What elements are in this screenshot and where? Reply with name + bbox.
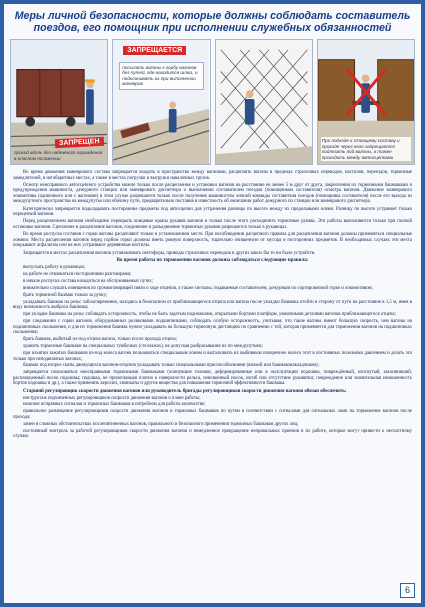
- list-item: башмак под второе скаты движущихся вагонов-отцепов укладывать только специальными приспособлениями (вилкой или башмаконакладчиком);: [23, 363, 319, 369]
- braking-rules-heading: Во время работы по торможению вагонов должны соблюдаться следующие правила:: [116, 258, 309, 264]
- intro-paragraph: Во время движения маневрового состава запрещается входить в пространство между вагонами, расцеплять вагоны в пределах стрелочных переводов, настилов, переездов, тормозные замедлителей, в негабаритных местах, а также в местах погрузки и выгрузки навалочных грузов.: [13, 170, 412, 181]
- list-item: инструктаж подчиненных регулировщиков скорости движения вагонов о плане работы;: [23, 395, 201, 401]
- list-item: наличие исправных сигналов и тормозных башмаков в потребном для работы количестве;: [23, 402, 206, 408]
- intro-paragraph: Осмотр неисправного автосцепного устройства можно только после расцепления и установки вагонов на расстояние не менее 5 м друг от друга, закрепления их тормозными башмаками и предупреждения машиниста, дежурного станции или маневрового диспетчера о выполнении составителем поездов (помощником составителя) осмотра вагонов. Движение маневрового локомотива (одиночного или с вагонами) в этом случае разрешается только после получения машинистом личной команды составителя поездов (помощника составителя) после его выхода из междупутного пространства на междупутье или обочину пути, предварительно поставив в известность об окончании работ дежурного по станции или маневрового диспетчера.: [13, 182, 412, 205]
- speed-regulator-list: [13, 396, 412, 440]
- list-item: на работе не отвлекаться посторонними разговорами;: [23, 272, 132, 278]
- page-title: Меры личной безопасности, которые должны соблюдать составитель поездов, его помощник при исполнении служебных обязанностей: [14, 10, 411, 34]
- list-item: постоянный контроль за работой регулировщиков скорости движения вагонов и немедленное прекращение неправильных приемов в их работе, которые могут привести к несчастному случаю.: [13, 428, 412, 440]
- illustration-passing-through-train: [317, 39, 415, 165]
- rail-yard-drawing: [113, 40, 209, 164]
- intro-paragraph: Категорически запрещается подкладывать посторонние предметы под автосцепки для устранения разницы по высоте между их продольными осями. Разницу по высоте устраняет только перецепкой вагонов.: [13, 206, 412, 218]
- illustration-walking-along-cars: [10, 39, 108, 165]
- list-item: укладывать башмак на рельс заблаговременно, находясь в безопасном от приближающегося отцепа или вагона после укладки башмака отойти в сторону от пути на расстояние в 1,5 м, имея в виду возможность выброса башмака;: [13, 299, 412, 311]
- list-item: выпускать работу в рукавицах;: [23, 265, 86, 271]
- list-item: при следовании с горки вагонов, оборудованных роликовыми подшипниками, соблюдать особую осторожность, учитывая, что такие вагоны имеют большую скорость, чем вагоны на подшипниках скольжения, и для их торможения башмак нужно укладывать на большую тормозную дистанцию по сравнению с той, которая применяется для торможения вагонов на подшипниках скольжения;: [13, 319, 412, 336]
- speed-regulator-heading: Старший регулировщик скорости движения вагонов или руководитель бригады регулировщиков скорости движения вагонов обязан обеспечить:: [23, 388, 347, 394]
- safety-text: [4, 167, 421, 440]
- braking-rules-list: [13, 265, 412, 387]
- page-number: 6: [400, 583, 415, 598]
- list-item: при укладке башмака на рельс соблюдать осторожность, чтобы не быть задетым подножками, открытыми бортами платформ, увязочными деталями вагонов приближающегося отцепа;: [23, 312, 396, 318]
- illustration-caption: посылать вагоны к горбу вагонов без путей, где находится шлюз, и подклинивать их при выполнении маневров: [119, 62, 203, 90]
- list-item: запрещается пользоваться неисправными тормозными башмаками (лопнувшие головки, деформированные или в эксплуатации подошвы, повреждённый, изогнутый, заклинивший, расплющенный носок подошвы; подошва, не прилегающая плотно к поверхности рельса, изношенный носок, изгиб или отсутствие руковятки; повреждение или значительная изношенность бортов подошвы и др.), а также применять керосин, химикаты и другие вещества для повышения тормозной эффективности башмака.: [13, 370, 412, 387]
- illustration-caption: При подходе к стоящему составу и проходе через него запрещается подлезать под вагоны, а также проходить между автосцепками: [321, 137, 411, 161]
- intro-paragraph: Запрещается в местах расцепления вагонов устанавливать светофоры, приводы стрелочных переводов и других каких бы то ни было устройств.: [23, 250, 316, 256]
- loading-area-drawing: [216, 40, 312, 164]
- illustration-strip: [4, 36, 421, 167]
- intro-paragraph: Перед расцеплением вагонов необходимо перекрыть концевые краны рукавов вагонов в только после этого расъединить тормозные рукава. Эти работы выполняются только при полной остановке вагонов. Сцепление и расцепление вагонов, соединение и разъединение тормозных рукавов разрешается только в рукавицах.: [13, 219, 412, 230]
- list-item: внимательно слушать извещения по громкоговорящей связи о ходе отцепов, а также сигналы, подаваемые составителем, дежурным по сортировочной горке и локомотивом;: [23, 286, 373, 292]
- prohibited-banner: ЗАПРЕЩАЕТСЯ: [123, 46, 186, 55]
- list-item: в начале роспуска состава находиться на обслуживаемых путях;: [23, 279, 154, 285]
- list-item: брать тормозной башмак только за ручку;: [23, 293, 108, 299]
- illustration-loading-area: [215, 39, 313, 165]
- illustration-prohibited-hump: [112, 39, 210, 165]
- list-item: хранить тормозные башмаки на специальных тумбочках (стеллажах), не допуская разбрасывания их по междупутьям;: [23, 344, 263, 350]
- illustration-caption: проход вдоль без надежного ограждения в опасном положении: [14, 150, 103, 161]
- intro-paragraph: Во время роспуска составов с горки вагоны расцепляют только в установленном месте. При несоблюдении расцепного правила для расцепления вагонов должны применяться специальные ломики. Места расцепления вагонов перед горбом горки должны иметь ровную поверхность, тщательно очищенную от мусора и посторонних предметов. В необходимых случаях эти места покрывают асфальтом или на них устраивают деревянные настилы.: [13, 232, 412, 249]
- list-item: брать башмак, выбитый из-под отцепа вагона, только после прохода отцепа;: [23, 337, 177, 343]
- list-item: при изъятии зажатых башмаков из-под колеса вагона пользоваться специальным ломом и выталкивать их выбивным поперечное колесо этот в постоянных полозьями давлением и делать это только при неподвижных вагонах;: [13, 351, 412, 362]
- list-item: замен в сложных обстоятельствах послепятиненных вагонов, правильного и безопасного применения тормозных башмаков других лиц;: [23, 421, 299, 427]
- prohibited-banner: ЗАПРЕЩЕН: [55, 137, 104, 149]
- list-item: правильное размещение регулировщиков скорости движения вагонов и тормозных башмаков по путям в соответствии с сигналами для сигнальных ламп на торможение вагонов после прохода;: [13, 409, 412, 420]
